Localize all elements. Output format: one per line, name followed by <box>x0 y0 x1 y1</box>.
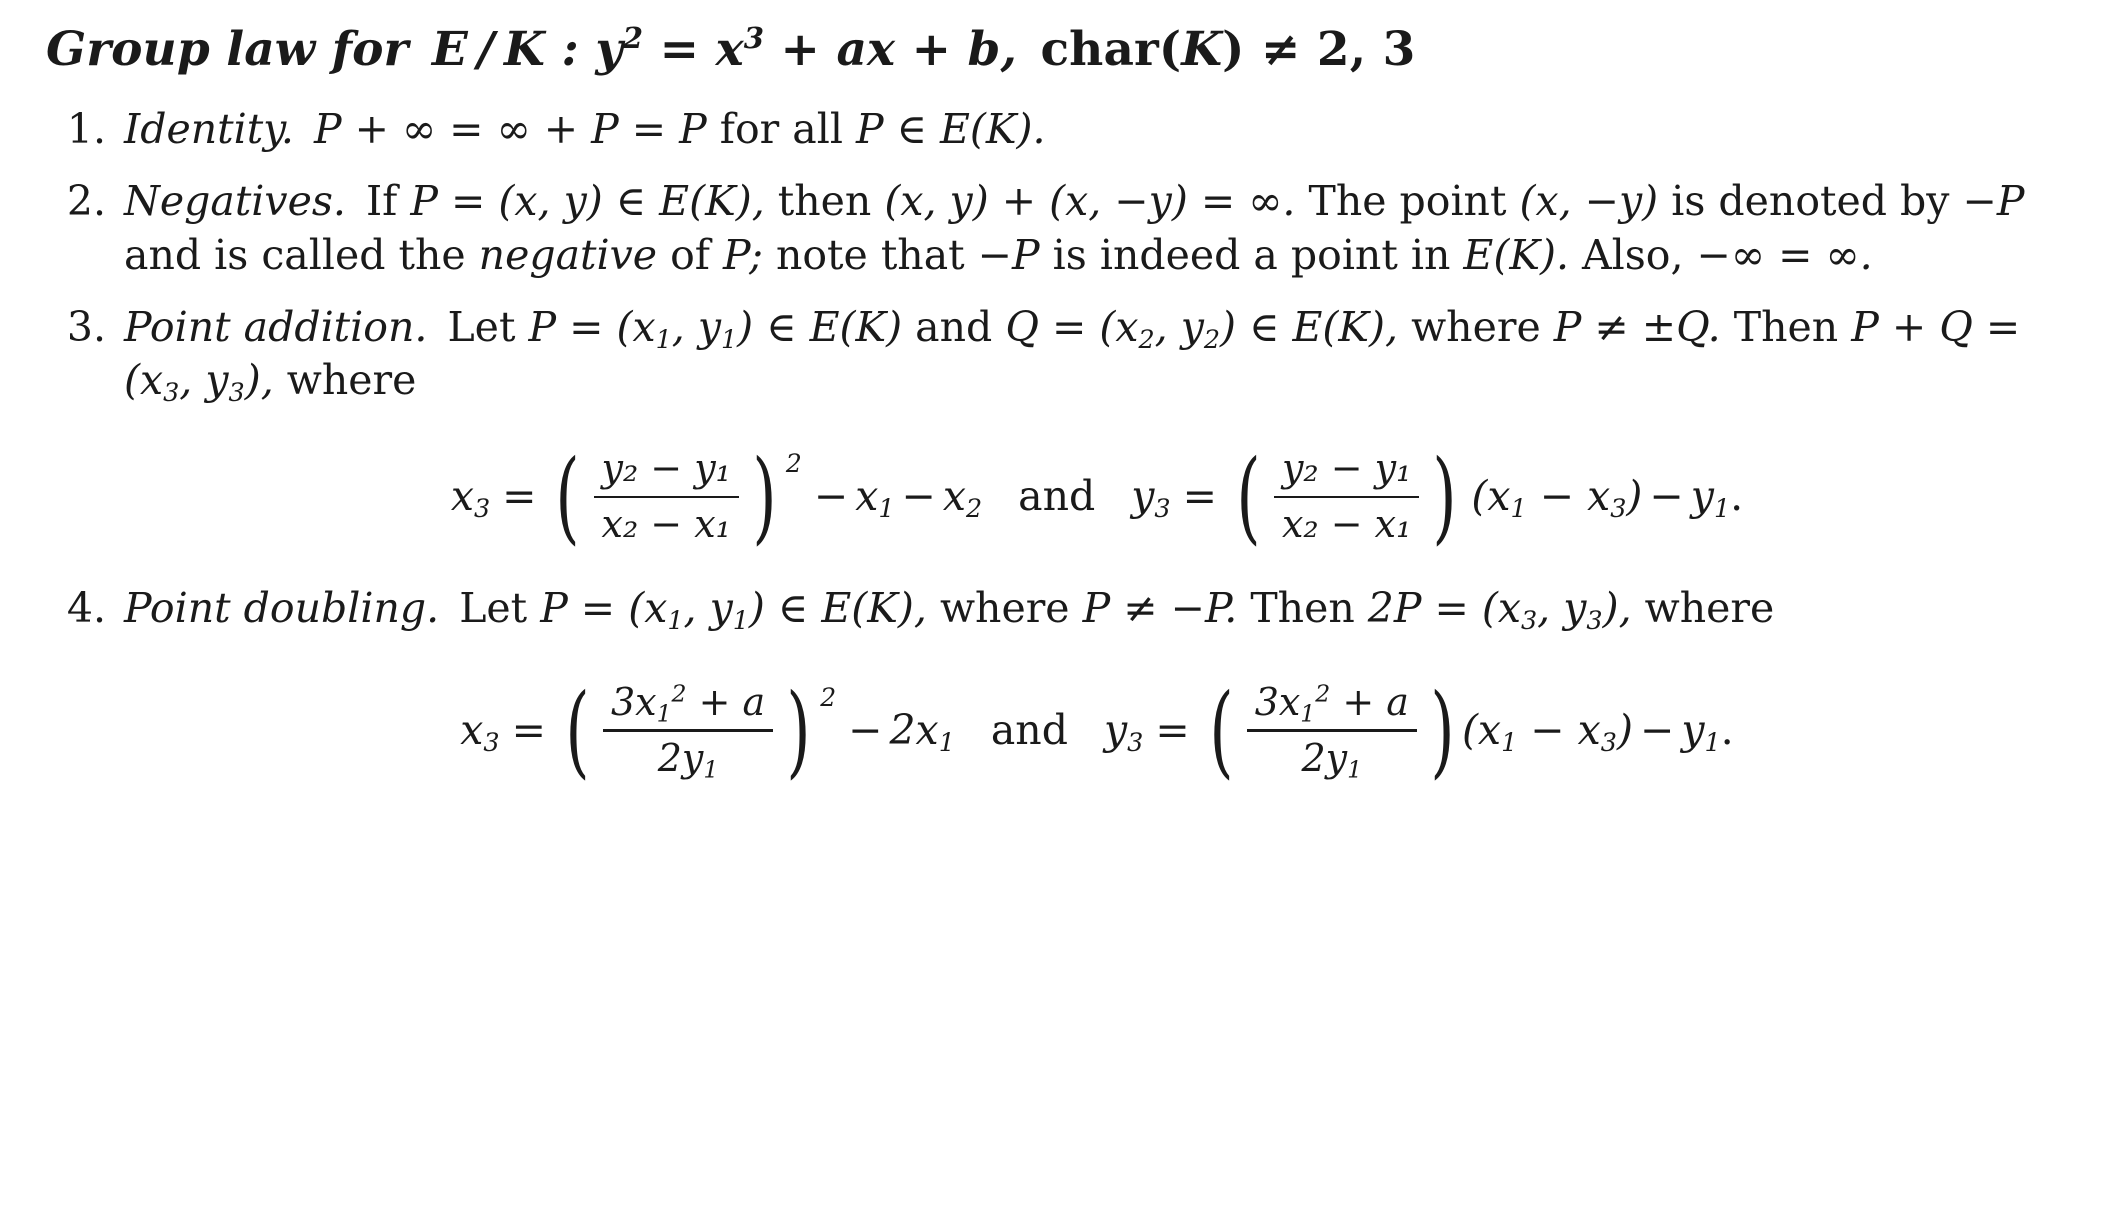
equation-x3-addition: $x_3$ = ( $\frac{\text{y₂ − y₁}}{\text{x₂ − x₁}}$ ) 2 − $x_1$ − $x_2$ <box>450 437 983 555</box>
item-title: Identity. <box>124 105 294 154</box>
heading-curve: E / K : $y^2 = x^3$ + ax + b, <box>431 21 1017 77</box>
item-number: 2. <box>66 177 106 226</box>
paren-left-glyph: ( <box>1209 671 1234 789</box>
item-number: 1. <box>66 105 106 154</box>
paren-right-glyph: ) <box>752 437 777 555</box>
item-title: Negatives. <box>124 177 346 226</box>
heading-char-condition: char(K) ≠ 2, 3 <box>1040 22 1416 77</box>
list-item-point-doubling <box>46 582 2070 789</box>
equation-y3-addition: $y_3$ = ( $\frac{\text{y₂ − y₁}}{\text{x₂ − x₁}}$ ) $(x_1 - x_3)$ − $y_1$ . <box>1131 437 1744 555</box>
paren-left-glyph: ( <box>1236 437 1261 555</box>
item-title: Point doubling. <box>124 584 440 632</box>
group-law-list <box>46 103 2070 789</box>
paren-right-glyph: ) <box>1430 671 1455 789</box>
item-body-identity: P + ∞ = ∞ + P = P for all P ∈ E(K). <box>313 105 1046 154</box>
fraction-group <box>1229 437 1464 555</box>
fraction-numerator: y₂ − y₁ <box>601 445 731 490</box>
paren-right-glyph: ) <box>1432 437 1457 555</box>
fraction-exponent: 2 <box>820 682 837 712</box>
list-item-negatives <box>46 175 2070 282</box>
equation-connector: and <box>990 705 1068 754</box>
fraction-denominator: x₂ − x₁ <box>1282 502 1412 547</box>
item-body-point-addition: Let $P = (x_1$, $y_1$) ∈ E(K) and $Q = (x_2$, $y_2$) ∈ E(K), where P ≠ ±Q. Then $P + Q = (x_3$, $y_3$), where <box>124 302 2021 408</box>
fraction-group <box>1202 671 1462 789</box>
paren-left-glyph: ( <box>555 437 581 555</box>
item-title: Point addition. <box>124 302 428 351</box>
fraction-exponent: 2 <box>785 448 802 478</box>
equation-point-doubling <box>124 671 2070 789</box>
item-body-point-doubling: Let $P = (x_1$, $y_1$) ∈ E(K), where P ≠ −P. Then $2P = (x_3$, $y_3$), where <box>459 584 1775 636</box>
equation-y3-doubling: $y_3$ = ( $\frac{3x_1^2 + a}{2y_1}$ ) $(x_1 - x_3)$ − $y_1$ . <box>1103 671 1734 789</box>
fraction-denominator: $2y_1$ <box>1301 735 1363 784</box>
fraction-denominator: $2y_1$ <box>657 735 719 784</box>
page-title <box>46 22 2070 77</box>
fraction-numerator: $3x_1^2 + a$ <box>1254 679 1409 728</box>
item-body-negatives: If P = (x, y) ∈ E(K), then (x, y) + (x, −y) = ∞. The point (x, −y) is denoted by −P and is called the negative of P; note that −P is indeed a point in E(K). Also, −∞ = ∞. <box>124 177 2025 279</box>
equation-x3-doubling: $x_3$ = ( $\frac{3x_1^2 + a}{2y_1}$ ) 2 − $2x_1$ <box>460 671 955 789</box>
paren-left-glyph: ( <box>565 671 590 789</box>
fraction-numerator: $3x_1^2 + a$ <box>610 679 766 728</box>
item-number: 3. <box>66 302 106 351</box>
equation-connector: and <box>1018 472 1096 521</box>
list-item-point-addition <box>46 301 2070 555</box>
item-number: 4. <box>66 584 106 632</box>
equation-point-addition <box>124 437 2070 555</box>
heading-prefix: Group law for <box>46 22 409 77</box>
fraction-numerator: y₂ − y₁ <box>1281 445 1412 490</box>
list-item-identity <box>46 103 2070 157</box>
fraction-denominator: x₂ − x₁ <box>601 502 731 547</box>
fraction-group <box>548 437 783 555</box>
paren-right-glyph: ) <box>786 671 811 789</box>
